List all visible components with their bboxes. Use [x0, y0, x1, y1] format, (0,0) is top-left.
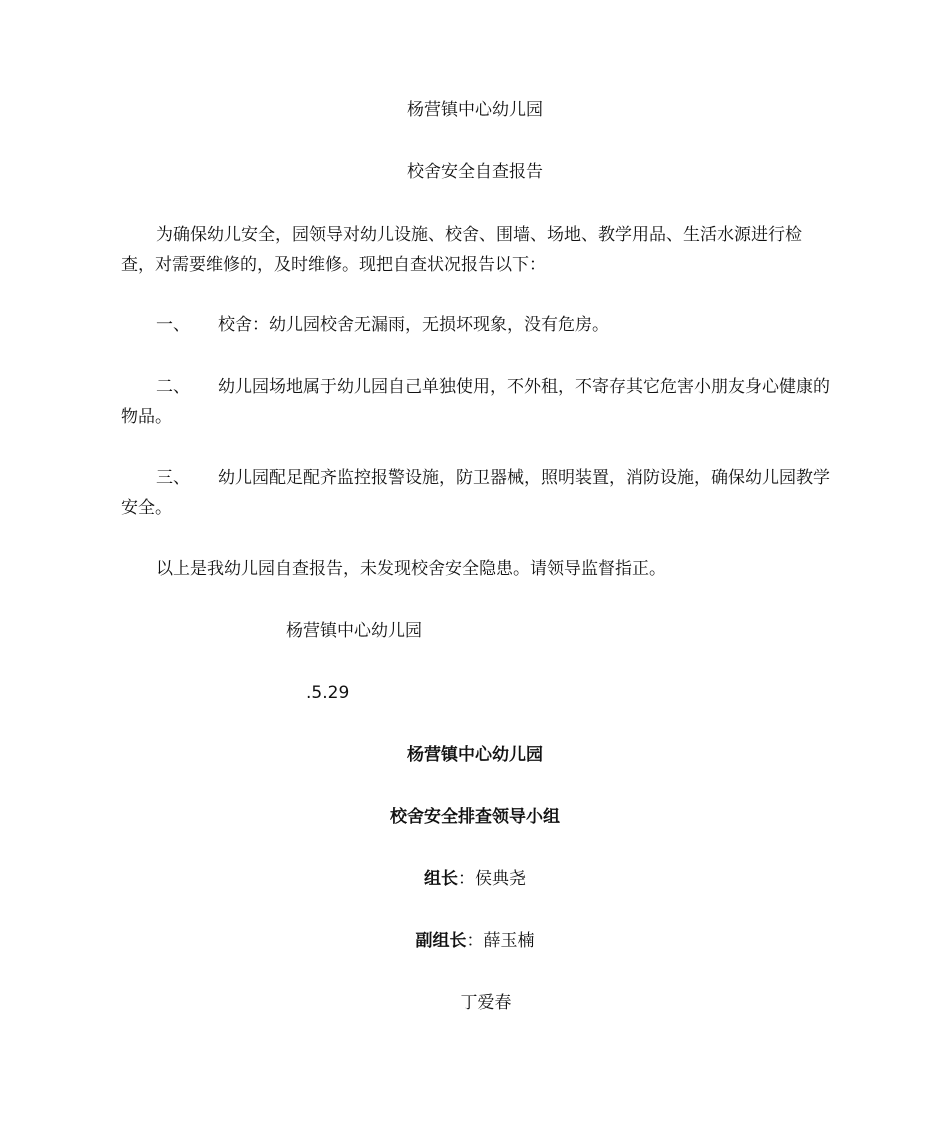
- signature-date: .5.29: [306, 683, 350, 703]
- list-item-2: [121, 372, 831, 432]
- leader-separator: ：: [458, 869, 475, 889]
- deputy-label: 副组长: [415, 931, 467, 951]
- signature-org: 杨营镇中心幼儿园: [286, 621, 422, 641]
- list-item-text: 幼儿园配足配齐监控报警设施，防卫器械，照明装置，消防设施，确保幼儿园教学安全。: [121, 468, 830, 518]
- group-leader-line: [0, 864, 950, 894]
- list-item-number: 二、: [156, 377, 190, 397]
- deputy-name: 薛玉楠: [483, 931, 535, 951]
- list-item-3: [121, 463, 831, 523]
- group-title: 校舍安全排查领导小组: [390, 807, 560, 827]
- list-item-text: 幼儿园场地属于幼儿园自己单独使用，不外租，不寄存其它危害小朋友身心健康的物品。: [121, 377, 830, 427]
- list-item-text: 校舍：幼儿园校舍无漏雨，无损坏现象，没有危房。: [218, 315, 609, 335]
- conclusion-paragraph: 以上是我幼儿园自查报告，未发现校舍安全隐患。请领导监督指正。: [156, 559, 666, 579]
- list-item-number: 三、: [156, 468, 190, 488]
- school-name-heading: 杨营镇中心幼儿园: [407, 100, 543, 120]
- intro-paragraph: 为确保幼儿安全，园领导对幼儿设施、校舍、围墙、场地、教学用品、生活水源进行检查，对需要维修的，及时维修。现把自查状况报告以下：: [121, 225, 802, 275]
- group-deputy-line: [0, 926, 950, 956]
- report-title: 校舍安全自查报告: [407, 162, 543, 182]
- list-item-1: [121, 310, 831, 340]
- list-item-number: 一、: [156, 315, 190, 335]
- group-org-heading: 杨营镇中心幼儿园: [407, 745, 543, 765]
- leader-label: 组长: [424, 869, 458, 889]
- group-member: 丁爱春: [460, 993, 512, 1013]
- deputy-separator: ：: [466, 931, 484, 951]
- leader-name: 侯典尧: [475, 869, 526, 889]
